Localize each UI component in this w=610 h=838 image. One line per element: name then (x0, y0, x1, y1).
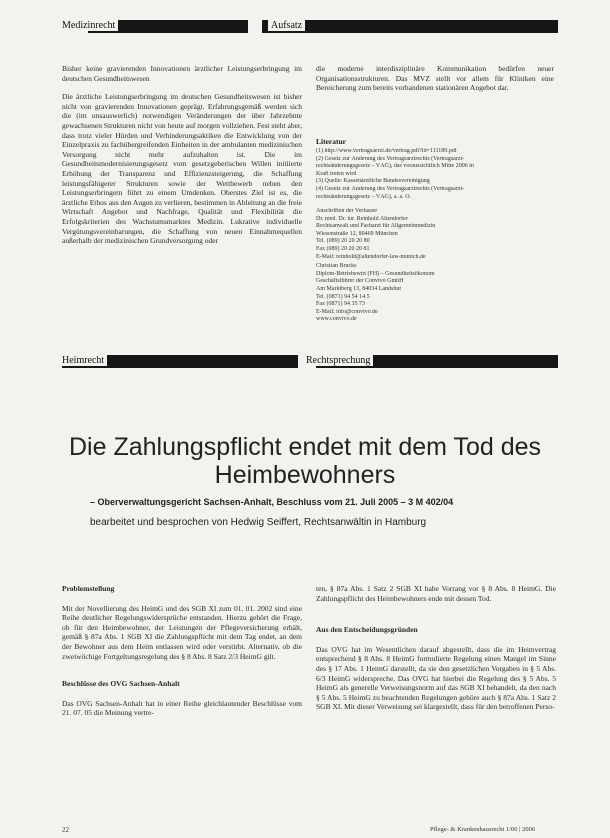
article-byline: bearbeitet und besprochen von Hedwig Seiffert, Rechtsanwältin in Hamburg (90, 517, 427, 528)
address-line: www.convivo.de (316, 316, 357, 323)
page-number: 22 (62, 826, 69, 834)
address-line: E-Mail: reinhold@altendorfer-law-munich.de (316, 253, 426, 260)
address-line: E-Mail: info@convivo.de (316, 308, 378, 315)
journal-footer: Pflege- & Krankenhausrecht 1/06 | 2006 (430, 826, 536, 833)
article-title-line1: Die Zahlungspflicht endet mit dem Tod des (68, 433, 542, 461)
reasons-heading: Aus den Entscheidungsgründen (316, 625, 418, 635)
address-line: Tel. (0871) 94 54 14 5 (316, 293, 370, 300)
article-left-column (62, 584, 302, 718)
top-left-intro: Bisher keine gravierenden Innovationen ärztlicher Leistungserbringung im deutschen Gesundheitswesen (62, 64, 302, 83)
article-right-column (316, 584, 556, 712)
address-line: Tel. (089) 20 20 20 80 (316, 238, 370, 245)
top-left-body: Die ärztliche Leistungserbringung im deutschen Gesundheitswesen ist bisher nicht von gravierenden Innovationen geprägt. Erfahrungsgemäß werden sich die (im unsauswerlich) notwendigen Veränderungen der über Jahrzehnte gewachsenen Strukturen nicht von heute auf morgen vollziehen. Fest steht aber, dass trotz vieler Hürden und Verhinderungsaktiken die Entwicklung von der Einzelpraxis zu fachübergreifenden Einheiten in der ambulanten medizinischen Versorgung nicht mehr aufzuhalten ist. Die im Gesundheitsmodernisierungsgesetz vom gesetzgeberischen Willen initiierte Erhöhung der Transparenz und Effizienzsteigerung, die Schaffung leistungsfähigerer Strukturen sowie der Wettbewerb neben den Leistungserbringern führt zu einem Umdenken. Oberstes Ziel ist es, die ärztliche Ethos aus den Augen zu verlieren, bestimmen in Ableitung an die freie Wirtschaft Angebot und Nachfrage, Qualität und Flexibilität die Erfolgskriterien des Wachstumsmarktes Medizin. Lukrative individuelle Vergütungsvereinbarungen, die Schaffung von neuen Einnahmequellen außerhalb der medizinischen Grundversorgung oder (62, 92, 302, 246)
reference-item: (4) Gesetz zur Änderung des Vertragsarztrechts (Vertragsarzt- (316, 185, 465, 192)
article-right-intro: ten, § 87a Abs. 1 Satz 2 SGB XI habe Vorrang vor § 8 Abs. 8 HeimG. Die Zahlungspflicht des Heimbewohners ende mit dessen Tod. (316, 584, 556, 603)
problem-heading: Problemstellung (62, 584, 115, 593)
section-right-label: Rechtsprechung (303, 355, 373, 366)
problem-body: Mit der Novellierung des HeimG und des SGB XI zum 01. 01. 2002 sind eine Reihe deutlicher Regelungswidersprüche entstanden. Hierzu gehört die Frage, ob für den Heimbewohner, der Leistungen der Pflegeversicherung erhält, gemäß § 87a Abs. 1 SGB XI die Zahlungspflicht mit dem Tag endet, an dem der Bewohner aus dem Heim entlassen wird oder verstirbt. Alternativ, ob die zweiwöchige Fortgeltungsregelung des § 8 Abs. 8 Satz 2/3 HeimG gilt. (62, 603, 302, 661)
article-subtitle: – Oberverwaltungsgericht Sachsen-Anhalt, Beschluss vom 21. Juli 2005 – 3 M 402/04 (90, 497, 454, 507)
reference-item: (2) Gesetz zur Änderung des Vertragsarztrechts (Vertragsarzt- (316, 155, 465, 162)
top-left-column (62, 64, 302, 246)
reference-item: (3) Quelle: Kassenärztliche Bundesvereinigung (316, 178, 430, 185)
addresses-block (316, 208, 554, 324)
reference-item: Kraft treten wird (316, 170, 357, 177)
reference-item: rechtsänderungsgesetz – VÄG), das voraussichtlich Mitte 2006 in (316, 163, 474, 170)
address-line: Fax (089) 20 20 20 81 (316, 245, 370, 252)
address-line: Christian Brucks (316, 263, 357, 270)
reasons-body: Das OVG hat im Wesentlichen darauf abgestellt, dass die im Heimvertrag entsprechend § 8 Abs. 8 HeimG formulierte Regelung einen Mangel im Sinne des § 17 Abs. 1 HeimG darstellt, da sie den gesetzlichen Vorgaben in § 5 Abs. 6/3 HeimG widerspreche. Das OVG hat hierbei die Regelung des § 5 Abs. 5 HeimG als generelle Verweisungsnorm auf das SGB XI behandelt, da den nach § 5 Abs. 5 HeimG zu beachtenden Regelungen gehöre auch § 87a Abs. 1 Satz 2 SGB XI. Mit dieser Verweisung sei klargestellt, dass für den betroffenen Perso- (316, 644, 556, 712)
references-list (316, 148, 554, 201)
address-line: Am Marktberg 13, 84034 Landshut (316, 285, 402, 292)
addresses-heading: Anschriften der Verfasser (316, 208, 378, 214)
article-title-line2: Heimbewohners (214, 461, 396, 489)
address-line: Geschäftsführer der Convivo GmbH (316, 278, 404, 285)
header-category-label: Aufsatz (268, 20, 305, 31)
address-line: Diplom-Betriebswirt (FH) – Gesundheitsökonom (316, 270, 435, 277)
reference-item: rechtsänderungsgesetz – VÄG), a. a. O. (316, 193, 412, 200)
reference-item: (1) http://www.vertragsaerzt.de/vertrag.pdf?id=111189.pdf (316, 148, 457, 154)
address-line: Wiesenstraße 12, 80469 München (316, 230, 398, 237)
header-bar-right (262, 20, 558, 33)
decisions-heading: Beschlüsse des OVG Sachsen-Anhalt (62, 679, 180, 689)
address-line: Fax (0871) 94 35 73 (316, 301, 365, 308)
section-left-label: Heimrecht (62, 355, 107, 366)
address-line: Rechtsanwalt und Facharzt für Allgemeinmedizin (316, 223, 436, 230)
top-right-body: die moderne interdisziplinäre Kommunikation bedürfen neuer Organisationsstrukturen. Das MVZ stellt vor allem für Kliniken eine Bereicherung zum bereits vorhandenen stationären Angebot dar. (316, 64, 554, 93)
top-right-column (316, 64, 554, 93)
address-line: Dr. med. Dr. iur. Reinhold Altendorfer (316, 215, 408, 222)
header-section-label: Medizinrecht (62, 20, 118, 31)
references-heading: Literatur (316, 137, 346, 146)
decisions-body: Das OVG Sachsen-Anhalt hat in einer Reihe gleichlautender Beschlüsse vom 21. 07. 05 die Meinung vertre- (62, 698, 302, 718)
